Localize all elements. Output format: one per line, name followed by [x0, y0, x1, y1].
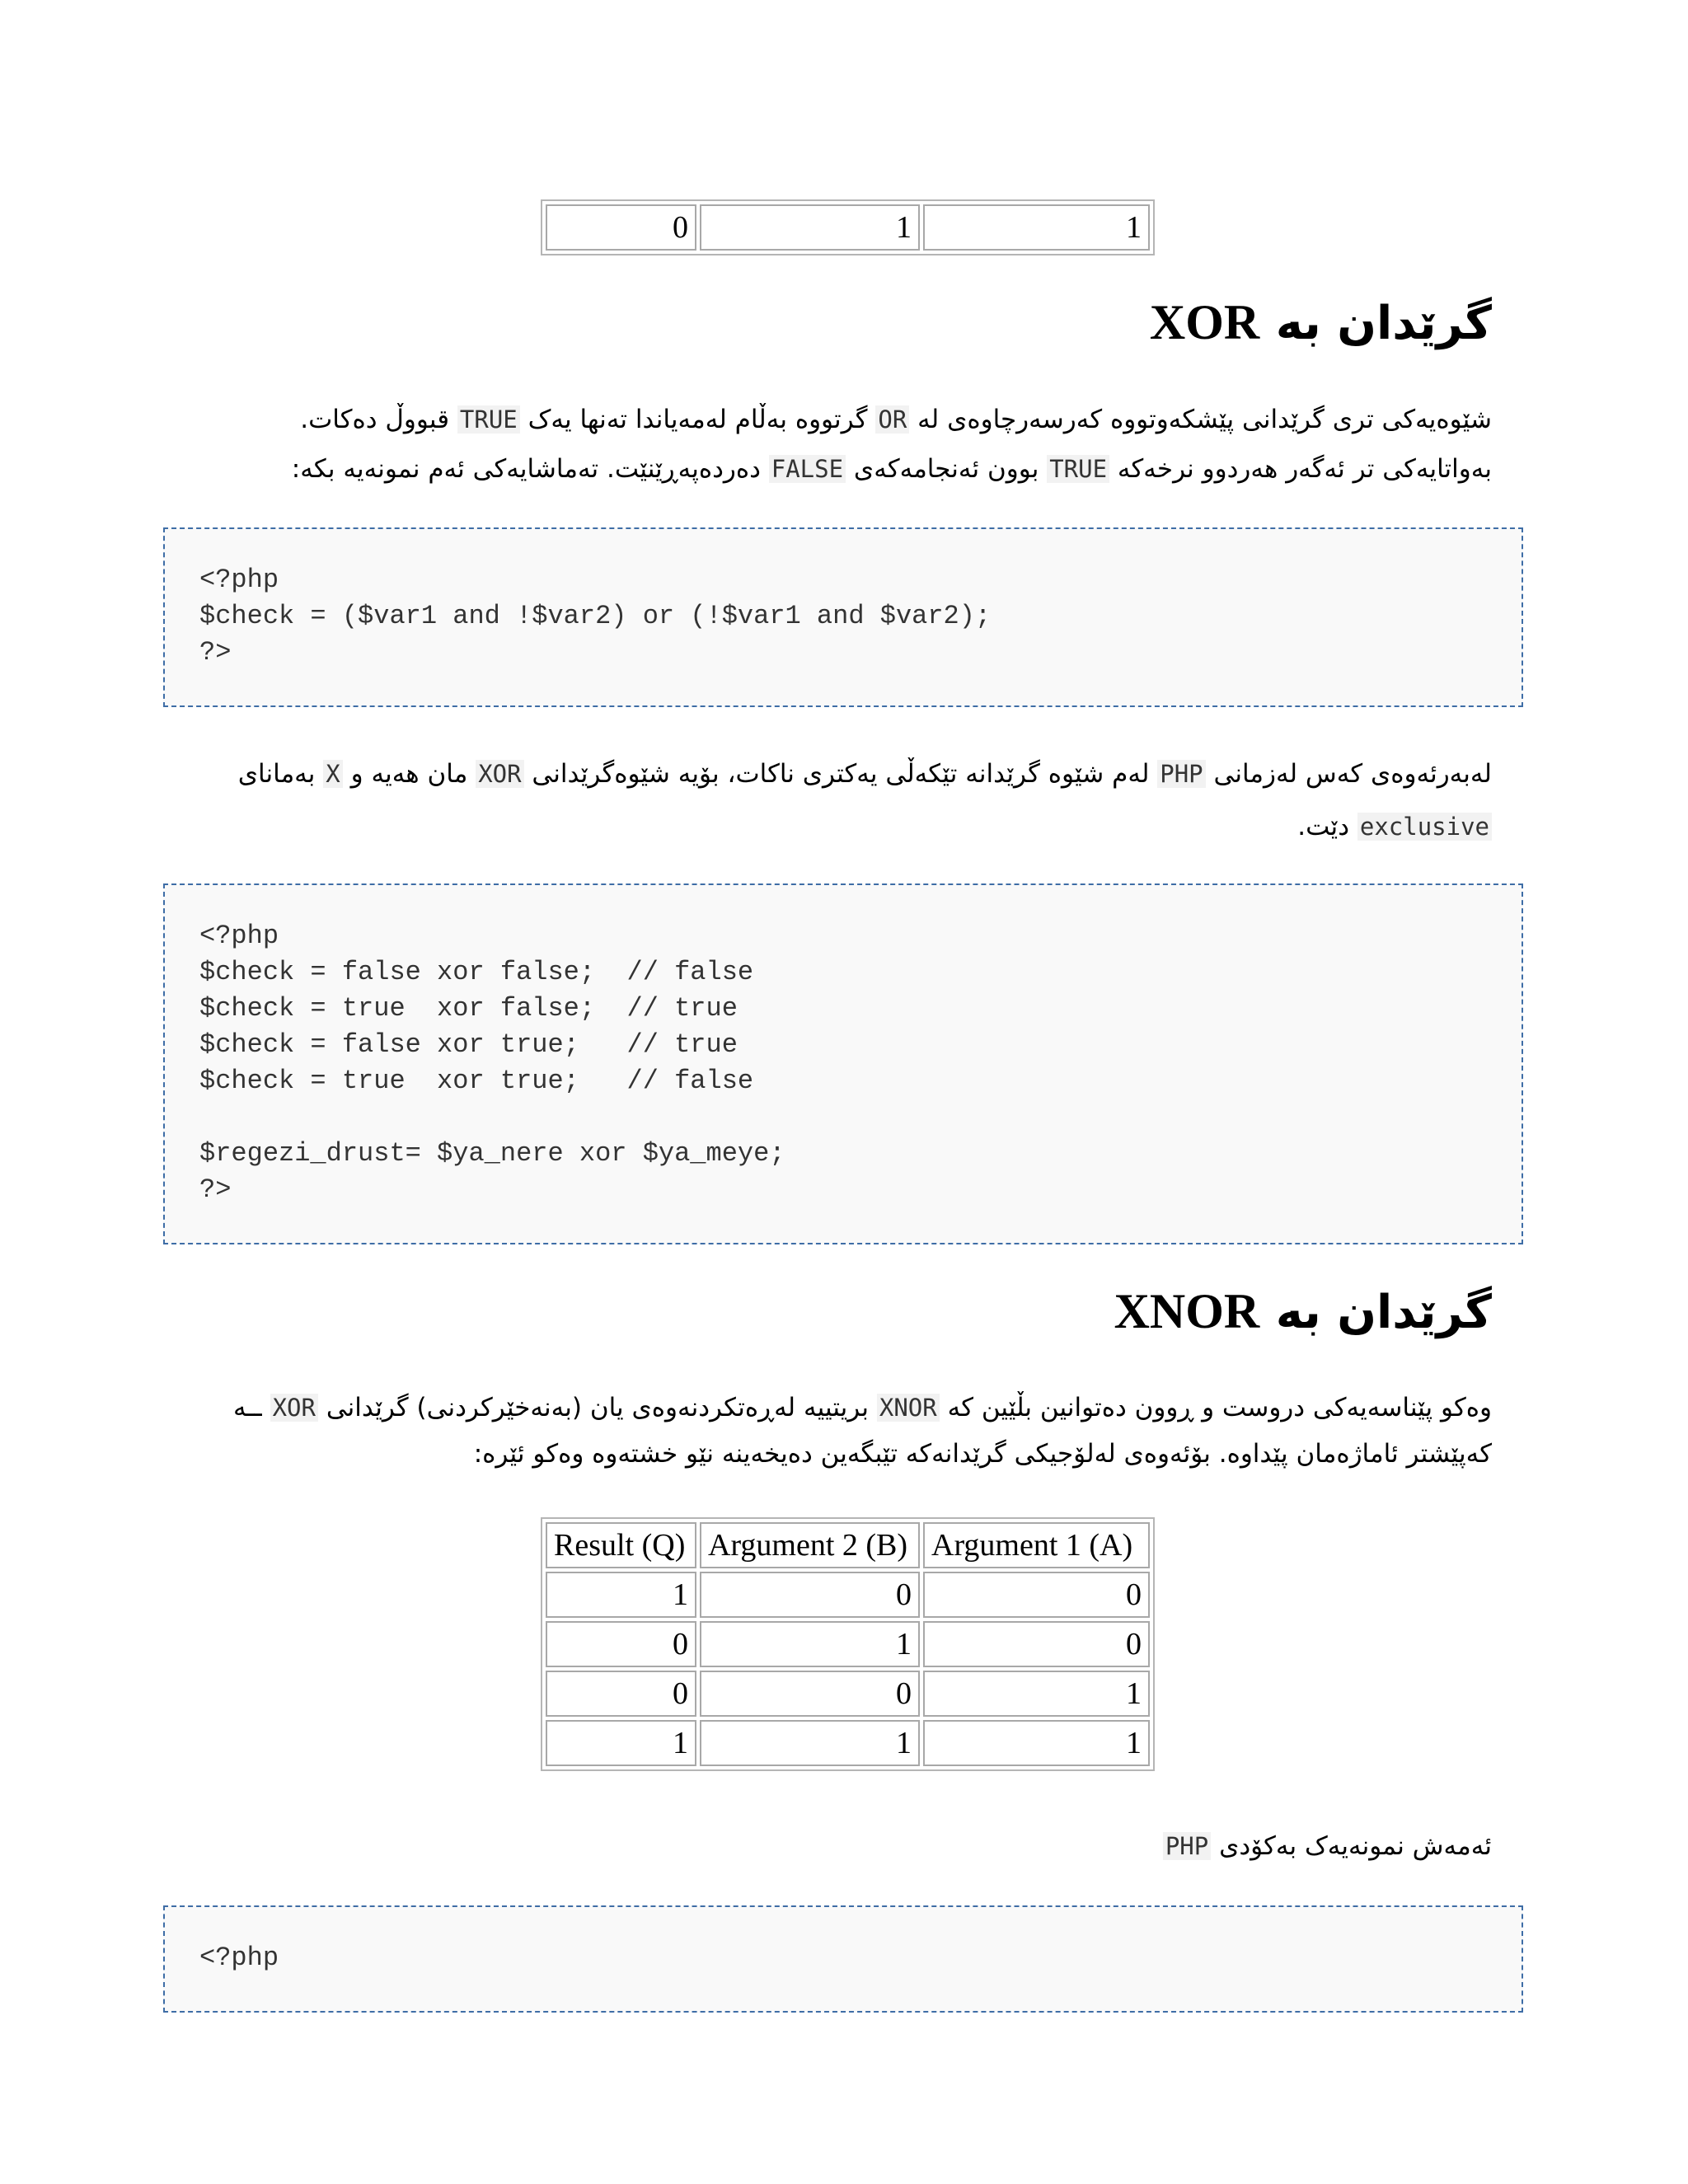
inline-code: FALSE	[769, 455, 846, 483]
paragraph-line: بەواتایەکی تر ئەگەر هەردوو نرخەکە TRUE بوون ئەنجامەکەی FALSE دەردەپەڕێنێت. تەماشایەکی ئەم نمونەیە بکە:	[291, 454, 1492, 484]
paragraph-line: کەپێشتر ئاماژەمان پێداوە. بۆئەوەی لەلۆجیکی گرێدانەکە تێبگەین دەیخەینە نێو خشتەوە وەکو ئێرە:	[473, 1439, 1492, 1469]
paragraph-line: exclusive دێت.	[1297, 812, 1492, 841]
column-header: Argument 2 (B)	[700, 1522, 920, 1568]
table-cell: 1	[700, 204, 920, 251]
xor-heading	[668, 293, 1492, 353]
xnor-truth-table	[541, 1517, 1155, 1771]
table-row	[546, 204, 1150, 251]
inline-code: XOR	[476, 760, 523, 788]
table-row	[546, 1621, 1150, 1667]
table-row	[546, 1671, 1150, 1717]
heading-latin: XOR	[1149, 295, 1260, 349]
table-cell: 1	[923, 204, 1150, 251]
table-cell: 0	[546, 1671, 696, 1717]
code-block: <?php	[163, 1905, 1523, 2013]
table-cell: 0	[700, 1671, 920, 1717]
column-header: Argument 1 (A)	[923, 1522, 1150, 1568]
xnor-paragraph-1	[157, 1385, 1492, 1477]
table-cell: 0	[923, 1572, 1150, 1618]
xnor-heading	[668, 1282, 1492, 1342]
paragraph-line: وەکو پێناسەیەکی دروست و ڕوون دەتوانین بڵێین کە XNOR بریتییە لەڕەتکردنەوەی یان (بەنەخێرکردنی) گرێدانی XOR ــە	[232, 1393, 1492, 1422]
paragraph-line: شێوەیەکی تری گرێدانی پێشکەوتووە کەرسەرچاوەی لە OR گرتووە بەڵام لەمەیاندا تەنها یەک TRUE قبووڵ دەکات.	[300, 405, 1492, 434]
top-truth-table	[541, 199, 1155, 255]
paragraph-line: لەبەرئەوەی کەس لەزمانی PHP لەم شێوە گرێدانە تێکەڵی یەکتری ناکات، بۆیە شێوەگرێدانی XOR مان هەیە و X بەمانای	[237, 759, 1492, 789]
heading-text: گرێدان بە	[1275, 297, 1492, 350]
table-cell: 0	[546, 1621, 696, 1667]
table-cell: 0	[923, 1621, 1150, 1667]
inline-code: PHP	[1163, 1832, 1211, 1860]
table-cell: 1	[700, 1621, 920, 1667]
table-cell: 1	[546, 1572, 696, 1618]
code-block: <?php $check = ($var1 and !$var2) or (!$var1 and $var2); ?>	[163, 527, 1523, 707]
xor-paragraph-2	[157, 748, 1492, 853]
column-header: Result (Q)	[546, 1522, 696, 1568]
table-cell: 0	[546, 204, 696, 251]
table-cell: 1	[546, 1720, 696, 1766]
table-cell: 1	[700, 1720, 920, 1766]
table-header-row	[546, 1522, 1150, 1568]
heading-text: گرێدان بە	[1275, 1286, 1492, 1339]
table-row	[546, 1572, 1150, 1618]
paragraph-line: ئەمەش نمونەیەک بەکۆدی PHP	[1163, 1831, 1492, 1861]
inline-code: exclusive	[1357, 813, 1492, 841]
inline-code: XOR	[270, 1394, 318, 1422]
inline-code: X	[323, 760, 342, 788]
inline-code: TRUE	[1047, 455, 1109, 483]
heading-latin: XNOR	[1114, 1284, 1260, 1338]
xor-paragraph-1	[157, 395, 1492, 494]
inline-code: XNOR	[877, 1394, 940, 1422]
table-cell: 0	[700, 1572, 920, 1618]
table-row	[546, 1720, 1150, 1766]
table-cell: 1	[923, 1671, 1150, 1717]
table-cell: 1	[923, 1720, 1150, 1766]
inline-code: TRUE	[457, 405, 520, 434]
xnor-paragraph-2	[157, 1821, 1492, 1871]
code-block: <?php $check = false xor false; // false $check = true xor false; // true $check = false xor true; // true $check = true xor true; // false $regezi_drust= $ya_nere xor $ya_meye; ?>	[163, 883, 1523, 1244]
inline-code: OR	[875, 405, 909, 434]
inline-code: PHP	[1157, 760, 1205, 788]
